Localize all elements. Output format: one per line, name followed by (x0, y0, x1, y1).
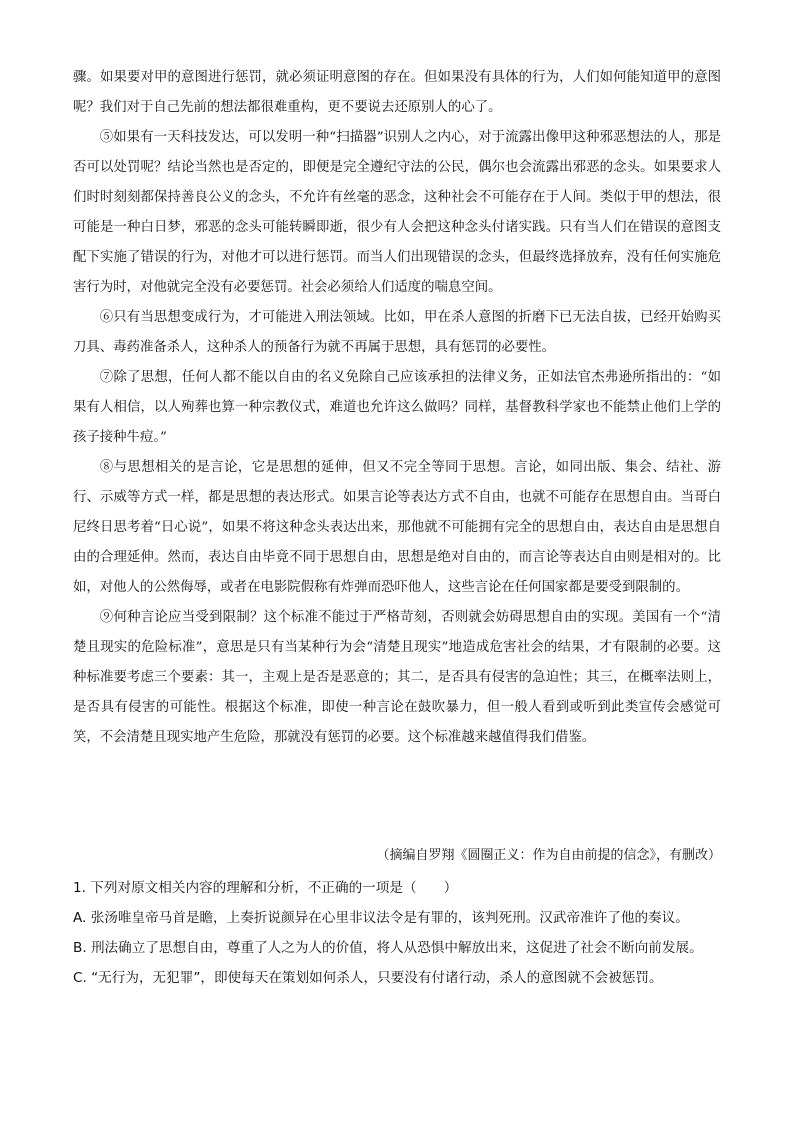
paragraph-8: ⑧与思想相关的是言论，它是思想的延伸，但又不完全等同于思想。言论，如同出版、集会、结社、游行、示威等方式一样，都是思想的表达形式。如果言论等表达方式不自由，也就不可能存在思想自由。当哥白尼终日思考着“日心说”，如果不将这种念头表达出来，那他就不可能拥有完全的思想自由，表达自由是思想自由的合理延伸。然而，表达自由毕竟不同于思想自由，思想是绝对自由的，而言论等表达自由则是相对的。比如，对他人的公然侮辱，或者在电影院假称有炸弹而恐吓他人，这些言论在任何国家都是要受到限制的。 (73, 460, 721, 595)
option-a: A. 张汤唯皇帝马首是瞻，上奏折说颜异在心里非议法令是有罪的，该判死刑。汉武帝准许了他的奏议。 (73, 910, 689, 926)
article-body (73, 63, 721, 753)
paragraph-6: ⑥只有当思想变成行为，才可能进入刑法领域。比如，甲在杀人意图的折磨下已无法自拔，已经开始购买刀具、毒药准备杀人，这种杀人的预备行为就不再属于思想，具有惩罚的必要性。 (73, 310, 721, 355)
paragraph-continued: 骤。如果要对甲的意图进行惩罚，就必须证明意图的存在。但如果没有具体的行为，人们如何能知道甲的意图呢？我们对于自己先前的想法都很难重构，更不要说去还原别人的心了。 (73, 70, 721, 115)
paragraph-5: ⑤如果有一天科技发达，可以发明一种“扫描器”识别人之内心，对于流露出像甲这种邪恶想法的人，那是否可以处罚呢？结论当然也是否定的，即便是完全遵纪守法的公民，偶尔也会流露出邪恶的念头。如果要求人们时时刻刻都保持善良公义的念头，不允许有丝毫的恶念，这种社会不可能存在于人间。类似于甲的想法，很可能是一种白日梦，邪恶的念头可能转瞬即逝，很少有人会把这种念头付诸实践。只有当人们在错误的意图支配下实施了错误的行为，对他才可以进行惩罚。而当人们出现错误的念头，但最终选择放弃，没有任何实施危害行为时，对他就完全没有必要惩罚。社会必须给人们适度的喘息空间。 (73, 130, 721, 295)
option-c: C. “无行为，无犯罪”，即使每天在策划如何杀人，只要没有付诸行动，杀人的意图就不会被惩罚。 (73, 970, 663, 986)
paragraph-7: ⑦除了思想，任何人都不能以自由的名义免除自己应该承担的法律义务，正如法官杰弗逊所指出的：“如果有人相信，以人殉葬也算一种宗教仪式，难道也允许这么做吗？同样，基督教科学家也不能禁止他们上学的孩子接种牛痘。” (73, 370, 721, 445)
option-b: B. 刑法确立了思想自由，尊重了人之为人的价值，将人从恐惧中解放出来，这促进了社会不断向前发展。 (73, 940, 703, 956)
question-1-stem: 1. 下列对原文相关内容的理解和分析，不正确的一项是（ ） (73, 880, 458, 896)
question-block (73, 873, 721, 993)
source-citation: （摘编自罗翔《圆圈正义：作为自由前提的信念》，有删改） (376, 848, 721, 863)
paragraph-9: ⑨何种言论应当受到限制？这个标准不能过于严格苛刻，否则就会妨碍思想自由的实现。美国有一个“清楚且现实的危险标准”，意思是只有当某种行为会“清楚且现实”地造成危害社会的结果，才有限制的必要。这种标准要考虑三个要素：其一，主观上是否是恶意的；其二，是否具有侵害的急迫性；其三，在概率法则上，是否具有侵害的可能性。根据这个标准，即使一种言论在鼓吹暴力，但一般人看到或听到此类宣传会感觉可笑，不会清楚且现实地产生危险，那就没有惩罚的必要。这个标准越来越值得我们借鉴。 (73, 610, 721, 745)
